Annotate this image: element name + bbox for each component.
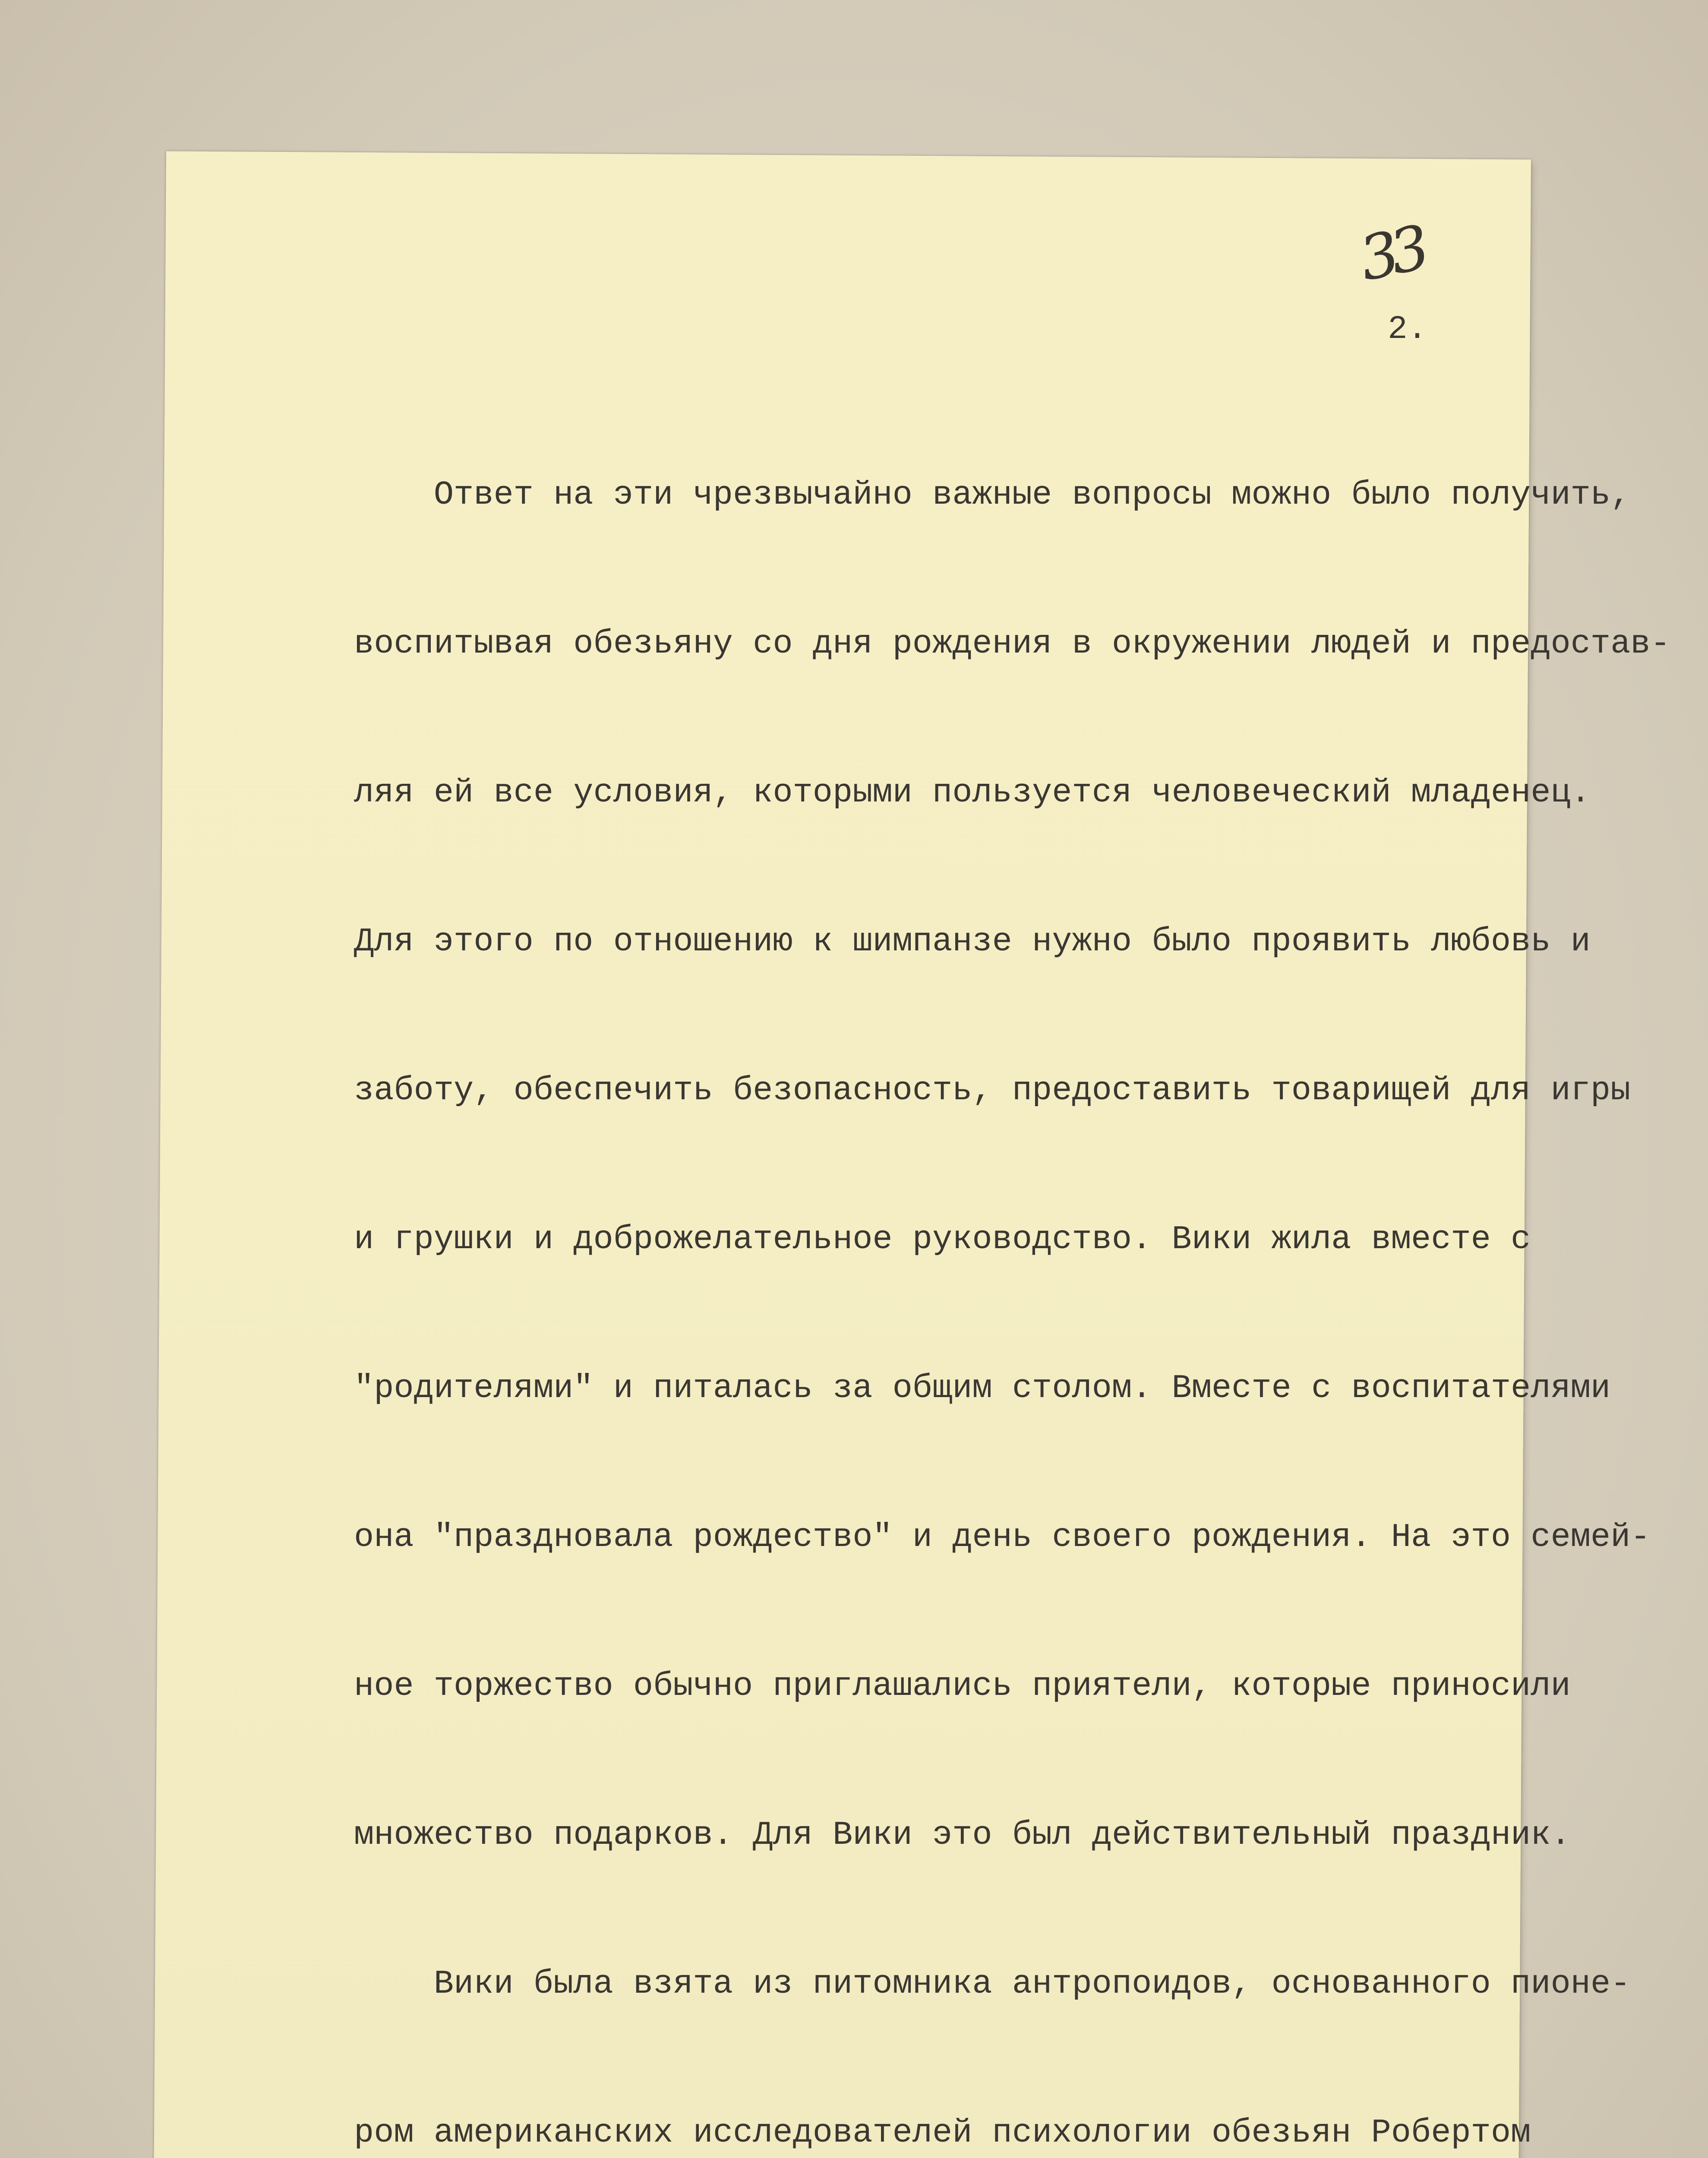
text-line: Для этого по отношению к шимпанзе нужно было проявить любовь и (354, 923, 1591, 961)
text-line: Вики была взята из питомника антропоидов, основанного пионе- (354, 1966, 1631, 2003)
typewritten-body-text (354, 371, 1670, 2158)
text-line: "родителями" и питалась за общим столом. Вместе с воспитателями (354, 1370, 1611, 1407)
text-line: ляя ей все условия, которыми пользуется человеческий младенец. (354, 774, 1591, 812)
text-line: заботу, обеспечить безопасность, предоставить товарищей для игры (354, 1072, 1631, 1110)
page-number: 2. (1388, 311, 1427, 348)
text-line: и грушки и доброжелательное руководство. Вики жила вместе с (354, 1221, 1531, 1259)
text-line: Ответ на эти чрезвычайно важные вопросы можно было получить, (354, 476, 1631, 514)
text-line: ное торжество обычно приглашались приятели, которые приносили (354, 1668, 1571, 1705)
text-line: она "праздновала рождество" и день своего рождения. На это семей- (354, 1519, 1651, 1556)
handwritten-sheet-number: 33 (1353, 213, 1428, 295)
text-line: множество подарков. Для Вики это был действительный праздник. (354, 1817, 1571, 1854)
text-line: ром американских исследователей психологии обезьян Робертом (354, 2114, 1531, 2152)
text-line: воспитывая обезьяну со дня рождения в окружении людей и предостав- (354, 625, 1670, 663)
